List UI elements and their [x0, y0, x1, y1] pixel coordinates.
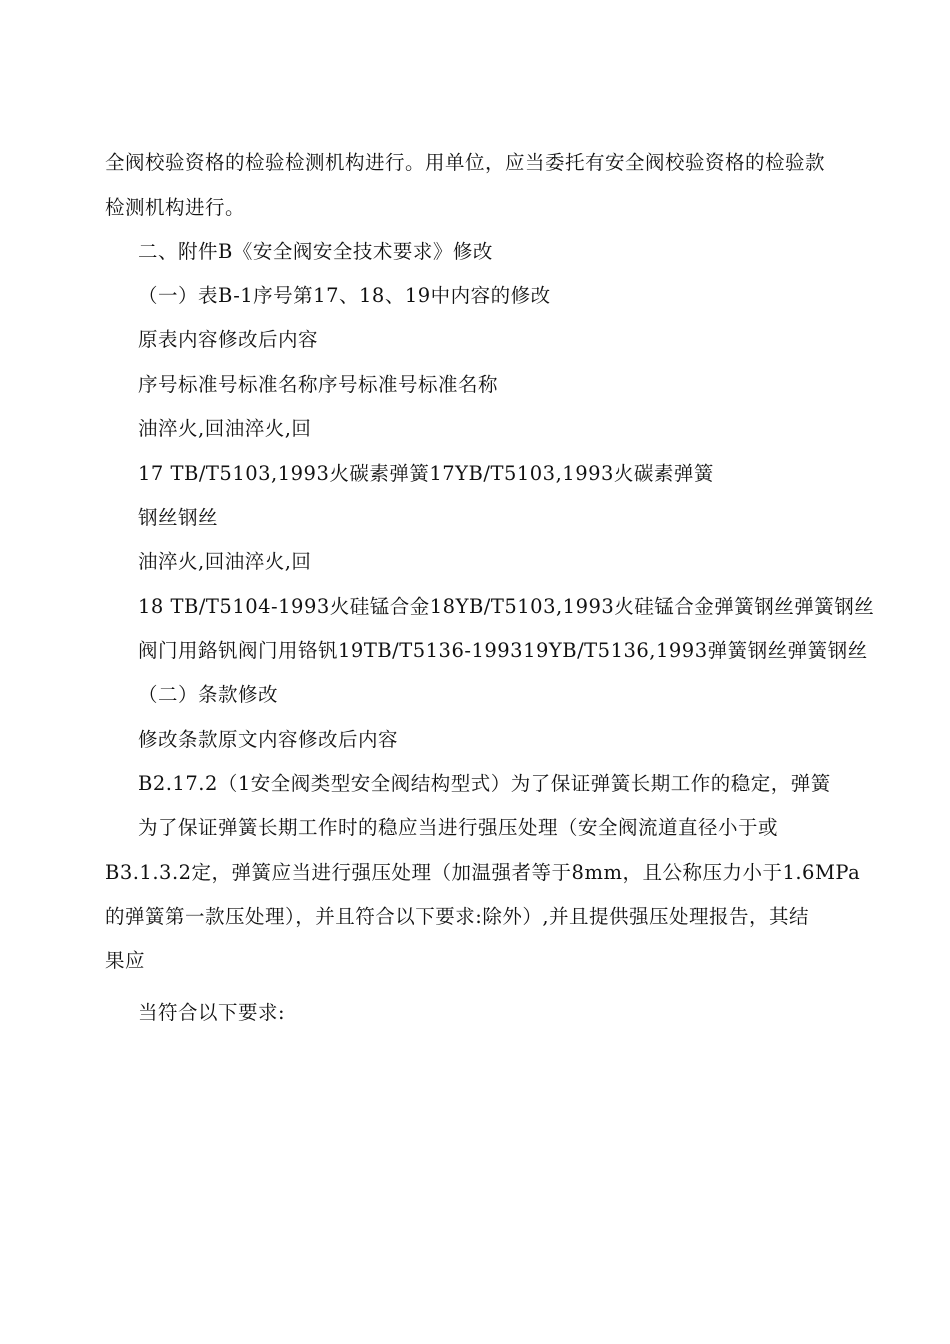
text-line: 原表内容修改后内容: [138, 328, 319, 351]
text-line: 油淬火,回油淬火,回: [138, 417, 312, 440]
text-line: B2.17.2（1安全阀类型安全阀结构型式）为了保证弹簧长期工作的稳定，弹簧: [138, 772, 831, 795]
text-line: B3.1.3.2定，弹簧应当进行强压处理（加温强者等于8mm，且公称压力小于1.6MPa: [105, 861, 861, 884]
text-line: 当符合以下要求:: [138, 1001, 286, 1024]
text-line: 序号标准号标准名称序号标准号标准名称: [138, 373, 499, 396]
text-line: 全阀校验资格的检验检测机构进行。用单位，应当委托有安全阀校验资格的检验款: [105, 151, 826, 174]
text-line: 17 TB/T5103,1993火碳素弹簧17YB/T5103,1993火碳素弹簧: [138, 462, 714, 485]
text-line: 检测机构进行。: [105, 196, 246, 219]
text-line: 18 TB/T5104-1993火硅锰合金18YB/T5103,1993火硅锰合金弹簧钢丝弹簧钢丝: [138, 595, 875, 618]
text-line: 果应: [105, 949, 146, 972]
text-line: 钢丝钢丝: [138, 506, 219, 529]
subsection-heading: （二）条款修改: [138, 683, 279, 706]
text-line: 的弹簧第一款压处理），并且符合以下要求:除外）,并且提供强压处理报告，其结: [105, 905, 810, 928]
text-line: 油淬火,回油淬火,回: [138, 550, 312, 573]
text-line: 为了保证弹簧长期工作时的稳应当进行强压处理（安全阀流道直径小于或: [138, 816, 779, 839]
text-line: 阀门用鉻钒阀门用铬钒19TB/T5136-199319YB/T5136,1993弹簧钢丝弹簧钢丝: [138, 639, 868, 662]
subsection-heading: （一）表B-1序号第17、18、19中内容的修改: [138, 284, 551, 307]
section-heading: 二、附件B《安全阀安全技术要求》修改: [138, 240, 493, 263]
text-line: 修改条款原文内容修改后内容: [138, 728, 399, 751]
